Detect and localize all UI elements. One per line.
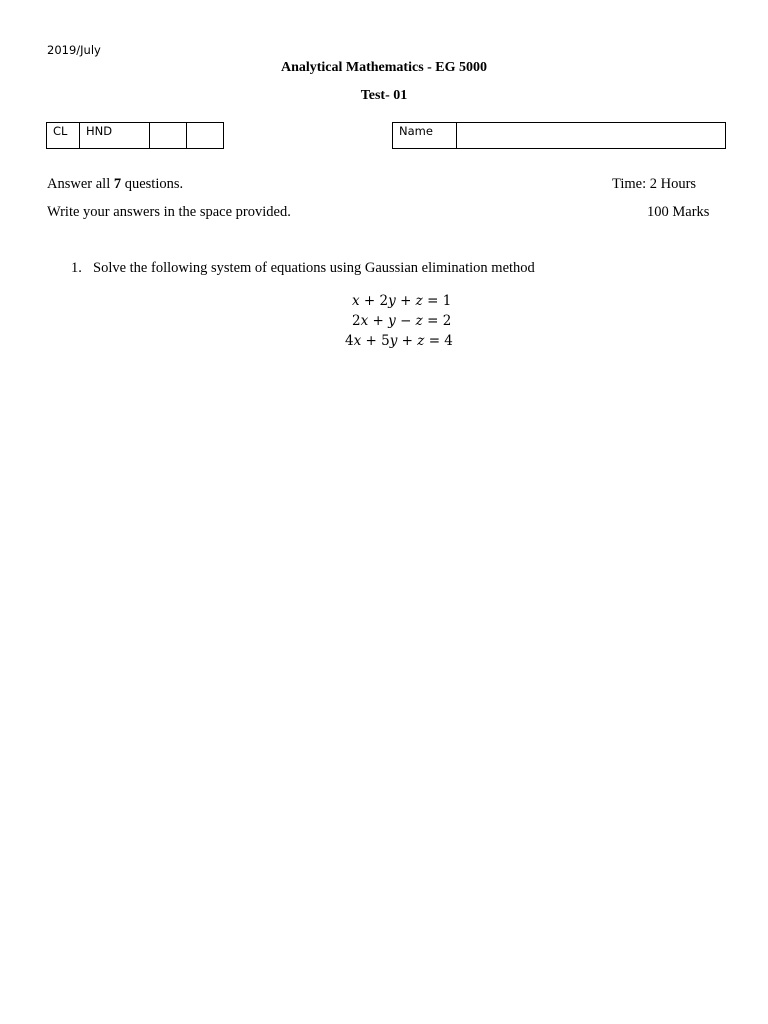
cl-cell: [47, 123, 80, 149]
question-count: 7: [113, 176, 122, 192]
id-blank-cell[interactable]: [150, 123, 187, 149]
id-blank-cell[interactable]: [187, 123, 224, 149]
answer-all-instruction: [47, 176, 183, 193]
question-number: 1.: [71, 260, 82, 276]
name-table: [392, 122, 726, 149]
name-label-cell: [393, 123, 457, 149]
test-label: Test- 01: [360, 88, 408, 103]
name-field[interactable]: [457, 123, 726, 149]
class-id-table: [46, 122, 224, 149]
hnd-label: HND: [86, 124, 113, 138]
equation: 2x + y − z = 2: [352, 313, 452, 329]
course-title: Analytical Mathematics - EG 5000: [280, 60, 488, 75]
hnd-cell: [80, 123, 150, 149]
cl-label: CL: [53, 124, 68, 138]
total-marks: 100 Marks: [647, 204, 710, 220]
answer-suffix: questions.: [121, 176, 184, 192]
write-instruction: Write your answers in the space provided.: [47, 204, 291, 220]
answer-prefix: Answer all: [47, 176, 114, 192]
equation: x + 2y + z = 1: [352, 293, 452, 309]
question-text: Solve the following system of equations using Gaussian elimination method: [93, 260, 535, 276]
equation: 4x + 5y + z = 4: [345, 333, 453, 349]
name-label: Name: [399, 124, 433, 138]
time-allowed: Time: 2 Hours: [612, 176, 697, 192]
exam-date: 2019/July: [47, 43, 101, 57]
